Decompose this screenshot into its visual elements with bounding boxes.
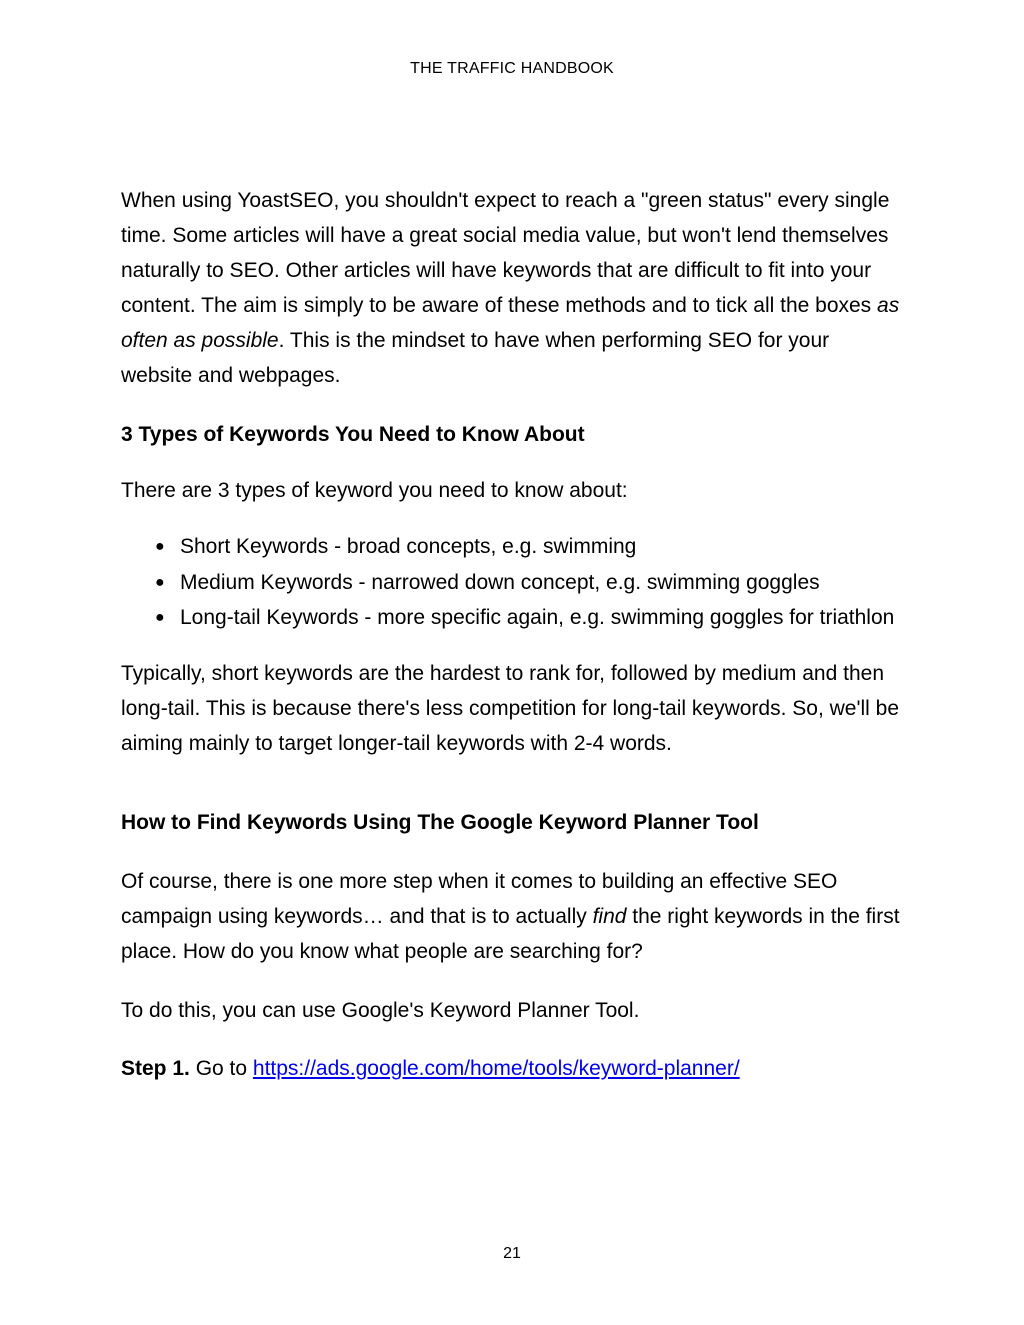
- paragraph-keyword-planner-intro: To do this, you can use Google's Keyword Planner Tool.: [121, 999, 640, 1022]
- bullet-icon: ●: [155, 574, 165, 591]
- step-1-label: Step 1.: [121, 1057, 190, 1080]
- page-number: 21: [503, 1245, 521, 1262]
- paragraph-keyword-ranking: Typically, short keywords are the hardest to rank for, followed by medium and then long-tail. This is because there's less competition for long-tail keywords. So, we'll be aiming mainly to target longer-tail keywords with 2-4 words.: [121, 662, 899, 755]
- list-item-text: Short Keywords - broad concepts, e.g. swimming: [180, 535, 637, 558]
- list-item: [121, 600, 901, 635]
- list-item-text: Medium Keywords - narrowed down concept, e.g. swimming goggles: [180, 571, 820, 594]
- keyword-types-list: [121, 529, 901, 635]
- paragraph-yoast-emphasis: as often as possible: [121, 294, 900, 352]
- step-1-text: Go to: [189, 1057, 253, 1080]
- paragraph-finding-keywords-text-start: Of course, there is one more step when it comes to building an effective SEO campaign using keywords… and that is to actually: [121, 870, 838, 928]
- bullet-icon: ●: [155, 609, 165, 626]
- keyword-planner-link[interactable]: https://ads.google.com/home/tools/keyword-planner/: [252, 1057, 740, 1080]
- paragraph-yoast: [121, 183, 901, 393]
- bullet-icon: ●: [155, 538, 165, 555]
- list-item-text: Long-tail Keywords - more specific again, e.g. swimming goggles for triathlon: [180, 606, 895, 629]
- paragraph-finding-keywords-emphasis: find: [592, 905, 627, 928]
- list-item: [121, 565, 901, 600]
- paragraph-finding-keywords: [121, 864, 901, 969]
- paragraph-yoast-text-end: . This is the mindset to have when performing SEO for your website and webpages.: [121, 329, 830, 387]
- list-item: [121, 529, 901, 564]
- document-body: [121, 183, 901, 1086]
- section-heading-keyword-planner: How to Find Keywords Using The Google Keyword Planner Tool: [121, 811, 759, 834]
- paragraph-yoast-text-start: When using YoastSEO, you shouldn't expect to reach a "green status" every single time. Some articles will have a great social media value, but won't lend themselves naturally to SEO. Other articles will have keywords that are difficult to fit into your content. The aim is simply to be aware of these methods and to tick all the boxes: [121, 189, 890, 317]
- step-1: [121, 1051, 901, 1086]
- paragraph-keyword-types-intro: There are 3 types of keyword you need to know about:: [121, 479, 628, 502]
- section-heading-keyword-types: 3 Types of Keywords You Need to Know About: [121, 423, 585, 446]
- paragraph-finding-keywords-text-end: the right keywords in the first place. How do you know what people are searching for?: [121, 905, 900, 963]
- page-header: THE TRAFFIC HANDBOOK: [410, 60, 614, 77]
